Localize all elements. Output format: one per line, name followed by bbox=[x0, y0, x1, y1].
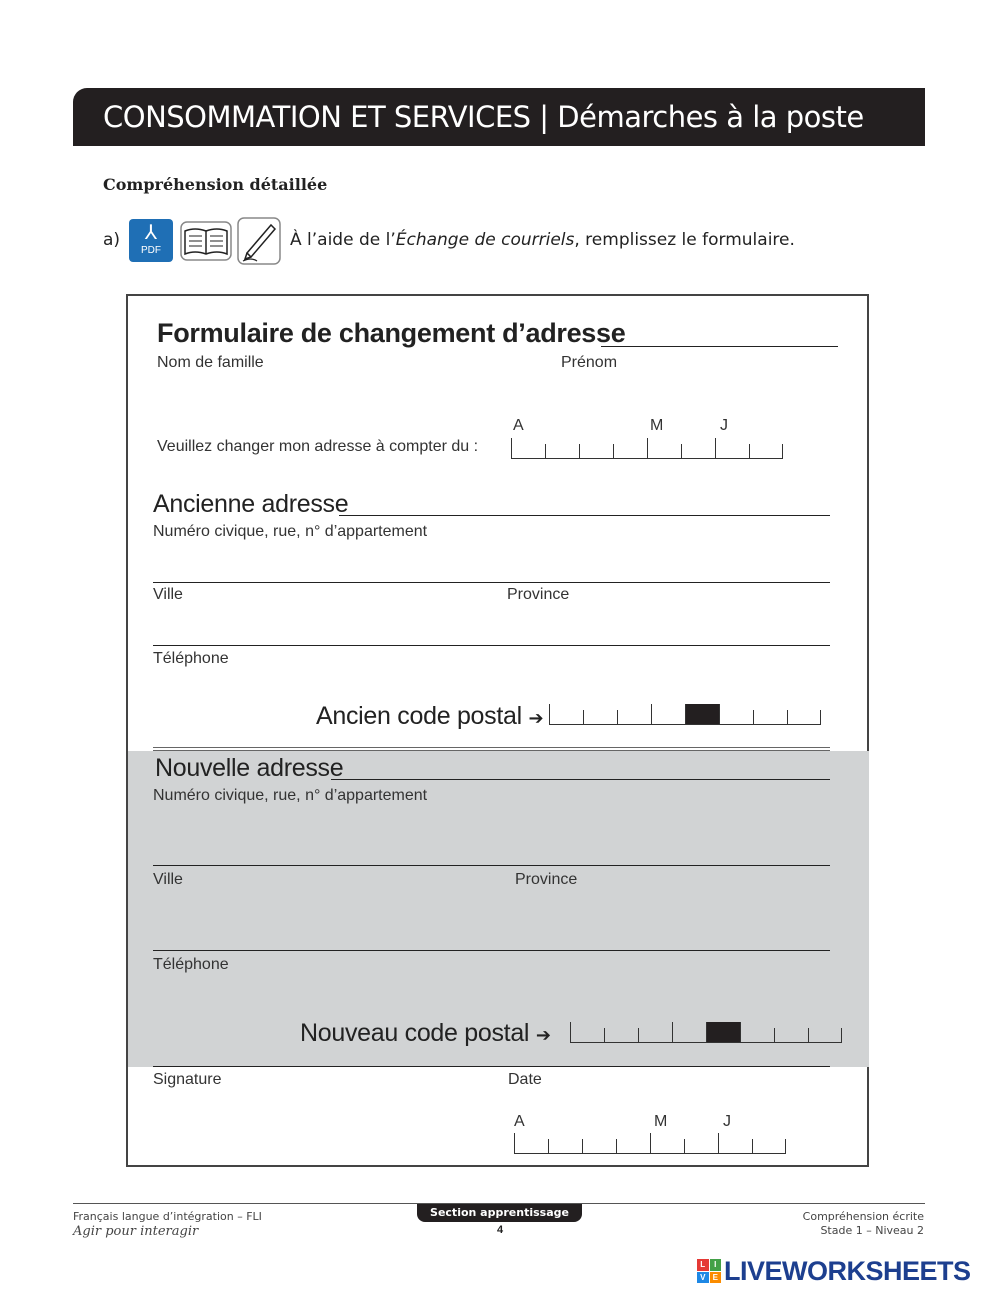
old-street-label: Numéro civique, rue, n° d’appartement bbox=[153, 523, 428, 540]
section-tab: Section apprentissage bbox=[417, 1204, 582, 1222]
old-postal-cells[interactable] bbox=[549, 704, 821, 725]
old-phone-label: Téléphone bbox=[153, 650, 229, 667]
arrow-right-icon: ➔ bbox=[535, 1025, 551, 1045]
old-city-line[interactable] bbox=[153, 645, 830, 646]
sig-day-letter: J bbox=[723, 1113, 731, 1130]
old-province-label: Province bbox=[507, 586, 570, 603]
liveworksheets-badge-icon: L I V E bbox=[697, 1259, 721, 1283]
new-city-line[interactable] bbox=[153, 950, 830, 951]
signature-label: Signature bbox=[153, 1071, 222, 1088]
new-address-heading-line[interactable] bbox=[331, 779, 830, 780]
liveworksheets-wordmark: LIVEWORKSHEETS bbox=[724, 1255, 971, 1286]
month-letter: M bbox=[650, 417, 664, 434]
old-city-label: Ville bbox=[153, 586, 183, 603]
new-street-label: Numéro civique, rue, n° d’appartement bbox=[153, 787, 428, 804]
liveworksheets-logo[interactable] bbox=[697, 1256, 971, 1286]
new-street-line[interactable] bbox=[153, 865, 830, 866]
footer-course: Français langue d’intégration – FLI bbox=[73, 1210, 262, 1223]
divider bbox=[153, 750, 830, 751]
section-subheading: Compréhension détaillée bbox=[103, 175, 328, 194]
new-city-label: Ville bbox=[153, 871, 183, 888]
footer-tagline: Agir pour interagir bbox=[73, 1224, 199, 1239]
date-change-label: Veuillez changer mon adresse à compter du : bbox=[157, 438, 479, 455]
old-postal-label: Ancien code postal ➔ bbox=[316, 702, 544, 730]
sig-month-letter: M bbox=[654, 1113, 668, 1130]
pdf-icon[interactable]: ⅄ PDF bbox=[129, 219, 173, 262]
date-change-cells[interactable] bbox=[511, 438, 783, 459]
day-letter: J bbox=[720, 417, 728, 434]
new-province-label: Province bbox=[515, 871, 578, 888]
new-postal-label: Nouveau code postal ➔ bbox=[300, 1019, 551, 1047]
book-icon bbox=[180, 221, 232, 261]
old-address-heading-line[interactable] bbox=[339, 515, 830, 516]
pen-icon bbox=[237, 217, 281, 265]
footer-level: Compréhension écrite Stade 1 – Niveau 2 bbox=[802, 1210, 924, 1237]
sig-year-letter: A bbox=[514, 1113, 525, 1130]
arrow-right-icon: ➔ bbox=[528, 708, 544, 728]
page-title: CONSOMMATION ET SERVICES | Démarches à la poste bbox=[103, 100, 864, 134]
year-letter: A bbox=[513, 417, 524, 434]
last-name-label: Nom de famille bbox=[157, 354, 264, 371]
new-phone-line[interactable] bbox=[153, 1066, 830, 1067]
new-postal-cells[interactable] bbox=[570, 1022, 842, 1043]
old-address-heading: Ancienne adresse bbox=[153, 490, 349, 518]
question-letter: a) bbox=[103, 230, 121, 250]
page-number: 4 bbox=[496, 1224, 504, 1236]
name-line[interactable] bbox=[601, 346, 838, 347]
old-phone-line[interactable] bbox=[153, 747, 830, 748]
old-street-line[interactable] bbox=[153, 582, 830, 583]
signature-date-cells[interactable] bbox=[514, 1133, 786, 1154]
new-phone-label: Téléphone bbox=[153, 956, 229, 973]
date-label: Date bbox=[508, 1071, 542, 1088]
first-name-label: Prénom bbox=[561, 354, 618, 371]
instruction-text: À l’aide de l’Échange de courriels, remplissez le formulaire. bbox=[290, 230, 795, 250]
new-address-heading: Nouvelle adresse bbox=[155, 754, 344, 782]
form-title: Formulaire de changement d’adresse bbox=[157, 318, 626, 348]
